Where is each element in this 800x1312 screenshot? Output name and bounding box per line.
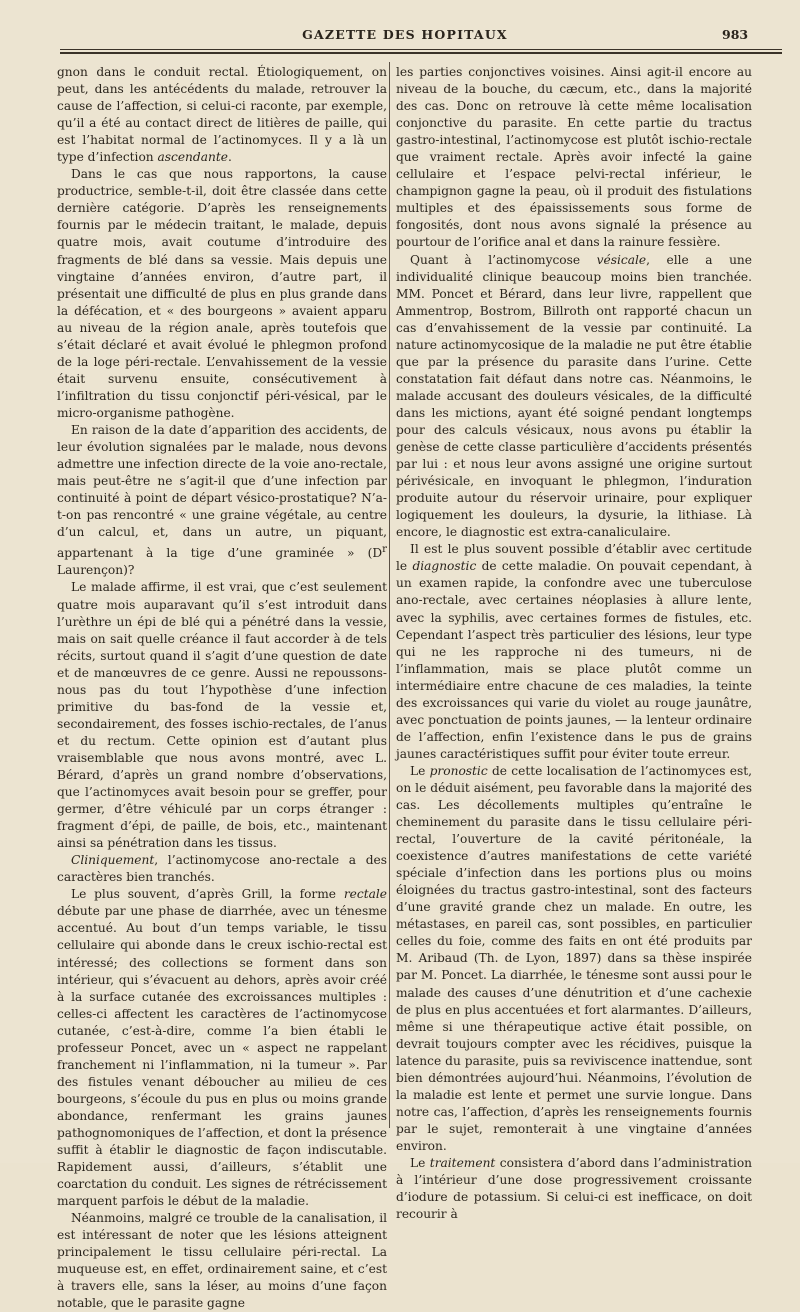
right-column	[396, 64, 752, 1223]
paragraph: les parties conjonctives voisines. Ainsi agit-il encore au niveau de la bouche, du cæcum, etc., dans la majorité des cas. Donc on retrouve là cette même localisation conjonctive du parasite. En cette partie du tractus gastro-intestinal, l’actinomycose est plutôt ischio-rectale que vraiment rectale. Après avoir infecté la gaine cellulaire et l’espace pelvi-rectal inférieur, le champignon gagne la peau, où il produit des fistulations multiples et des épaississements sous forme de fongosités, dont nous avons signalé la présence au pourtour de l’orifice anal et dans la rainure fessière.	[396, 65, 752, 250]
header-rule-thick	[60, 52, 782, 54]
paragraph: Le pronostic de cette localisation de l’actinomyces est, on le déduit aisément, peu favorable dans la majorité des cas. Les décollements multiples qu’entraîne le cheminement du parasite dans le tissu cellulaire péri-rectal, l’ouverture de la cavité péritonéale, la coexistence d’autres manifestations de cette variété spéciale d’infection dans les portions plus ou moins éloignées du tractus gastro-intestinal, sont des facteurs d’une gravité grande chez un malade. En outre, les métastases, en pareil cas, sont possibles, en particulier celles du foie, comme des faits en ont été produits par M. Aribaud (Th. de Lyon, 1897) dans sa thèse inspirée par M. Poncet. La diarrhée, le ténesme sont aussi pour le malade des causes d’une dénutrition et d’une cachexie de plus en plus accentuées et fort alarmantes. D’ailleurs, même si une thérapeutique active était possible, on devrait toujours compter avec les récidives, puisque la latence du parasite, puis sa reviviscence inattendue, sont bien démontrées aujourd’hui. Néanmoins, l’évolution de la maladie est lente et permet une survie longue. Dans notre cas, l’affection, d’après les renseignements fournis par le sujet, remonterait à une vingtaine d’années environ.	[396, 763, 753, 1153]
paragraph: Le traitement consistera d’abord dans l’administration à l’intérieur d’une dose progressivement croissante d’iodure de potassium. Si celui-ci est inefficace, on doit recourir à	[396, 1156, 753, 1222]
column-separator	[389, 62, 390, 1128]
paragraph: Le malade affirme, il est vrai, que c’est seulement quatre mois auparavant qu’il s’est introduit dans l’urèthre un épi de blé qui a pénétré dans la vessie, mais on sait quelle créance il faut accorder à de tels récits, surtout quand il s’agit d’une question de date et de manœuvres de ce genre. Aussi ne repoussons-nous pas du tout l’hypothèse d’une infection primitive du bas-fond de la vessie et, secondairement, des fosses ischio-rectales, de l’anus et du rectum. Cette opinion est d’autant plus vraisemblable que nous avons montré, avec L. Bérard, d’après un grand nombre d’observations, que l’actinomyces avait besoin pour se greffer, pour germer, d’être véhiculé par un corps étranger : fragment d’épi, de paille, de bois, etc., maintenant ainsi sa pénétration dans les tissus.	[57, 580, 387, 851]
paragraph: En raison de la date d’apparition des accidents, de leur évolution signalées par le malade, nous devons admettre une infection directe de la voie ano-rectale, mais peut-être ne s’agit-il que d’une infection par continuité à point de départ vésico-prostatique? N’a-t-on pas rencontré « une graine végétale, au centre d’un calcul, et, dans un autre, un piquant, appartenant à la tige d’une graminée » ($D^r$ Laurençon)?	[57, 422, 387, 578]
page-header	[0, 27, 800, 47]
paragraph: gnon dans le conduit rectal. Étiologiquement, on peut, dans les antécédents du malade, retrouver la cause de l’affection, si celui-ci raconte, par exemple, qu’il a été au contact direct de litières de paille, qui est l’habitat normal de l’actinomyces. Il y a là un type d’infection ascendante.	[57, 65, 387, 165]
left-column	[57, 64, 387, 1312]
paragraph: Il est le plus souvent possible d’établir avec certitude le diagnostic de cette maladie. On pouvait cependant, à un examen rapide, la confondre avec une tuberculose ano-rectale, avec certaines néoplasies à allure lente, avec la syphilis, avec certaines formes de fistules, etc. Cependant l’aspect très particulier des lésions, leur type qui ne les rapproche ni des tumeurs, ni de l’inflammation, mais se place plutôt comme un intermédiaire entre chacune de ces maladies, la teinte des excroissances qui varie du violet au rouge jaunâtre, avec ponctuation de points jaunes, — la lenteur ordinaire de l’affection, enfin l’existence dans le pus de grains jaunes caractéristiques suffit pour éviter toute erreur.	[396, 542, 752, 761]
running-title: GAZETTE DES HOPITAUX	[302, 27, 508, 42]
paragraph: Quant à l’actinomycose vésicale, elle a une individualité clinique beaucoup moins bien tranchée. MM. Poncet et Bérard, dans leur livre, rappellent que Ammentrop, Bostrom, Billroth ont rapporté chacun un cas d’envahissement de la vessie par continuité. La nature actinomycosique de la maladie ne put être établie que par la présence du parasite dans l’urine. Cette constatation fait défaut dans notre cas. Néanmoins, le malade accusant des douleurs vésicales, de la difficulté dans les mictions, ayant été soigné pendant longtemps pour des calculs vésicaux, nous avons pu établir la genèse de cette classe particulière d’accidents présentés par lui : et nous leur avons assigné une origine surtout périvésicale, en invoquant le phlegmon, l’induration produite autour du réservoir urinaire, pour expliquer logiquement les douleurs, la dysurie, la lithiase. Là encore, le diagnostic est extra-canaliculaire.	[396, 252, 752, 540]
paragraph: Dans le cas que nous rapportons, la cause productrice, semble-t-il, doit être classée dans cette dernière catégorie. D’après les renseignements fournis par le médecin traitant, le malade, depuis quatre mois, avait coutume d’introduire des fragments de blé dans sa vessie. Mais depuis une vingtaine d’années environ, d’autre part, il présentait une difficulté de plus en plus grande dans la défécation, et « des bourgeons » avaient apparu au niveau de la région anale, après toutefois que s’était déclaré et avait évolué le phlegmon profond de la loge péri-rectale. L’envahissement de la vessie était survenu ensuite, consécutivement à l’infiltration du tissu conjonctif péri-vésical, par le micro-organisme pathogène.	[57, 167, 387, 420]
page-number: 983	[722, 27, 749, 42]
paragraph: Le plus souvent, d’après Grill, la forme rectale débute par une phase de diarrhée, avec un ténesme accentué. Au bout d’un temps variable, le tissu cellulaire qui abonde dans le creux ischio-rectal est intéressé; des collections se forment dans son intérieur, qui s’évacuent au dehors, après avoir créé à la surface cutanée des excroissances multiples : celles-ci affectent les caractères de l’actinomycose cutanée, c’est-à-dire, comme l’a bien établi le professeur Poncet, avec un « aspect ne rappelant franchement ni l’inflammation, ni la tumeur ». Par des fistules venant déboucher au milieu de ces bourgeons, s’écoule du pus en plus ou moins grande abondance, renfermant les grains jaunes pathognomoniques de l’affection, et dont la présence suffit à établir le diagnostic de façon indiscutable. Rapidement aussi, d’ailleurs, s’établit une coarctation du conduit. Les signes de rétrécissement marquent parfois le début de la maladie.	[57, 887, 387, 1209]
paragraph: Néanmoins, malgré ce trouble de la canalisation, il est intéressant de noter que les lésions atteignent principalement le tissu cellulaire péri-rectal. La muqueuse est, en effet, ordinairement saine, et c’est à travers elle, sans la léser, au moins d’une façon notable, que le parasite gagne	[57, 1211, 387, 1311]
header-rule-thin	[60, 49, 782, 50]
paragraph: Cliniquement, l’actinomycose ano-rectale a des caractères bien tranchés.	[57, 853, 387, 885]
